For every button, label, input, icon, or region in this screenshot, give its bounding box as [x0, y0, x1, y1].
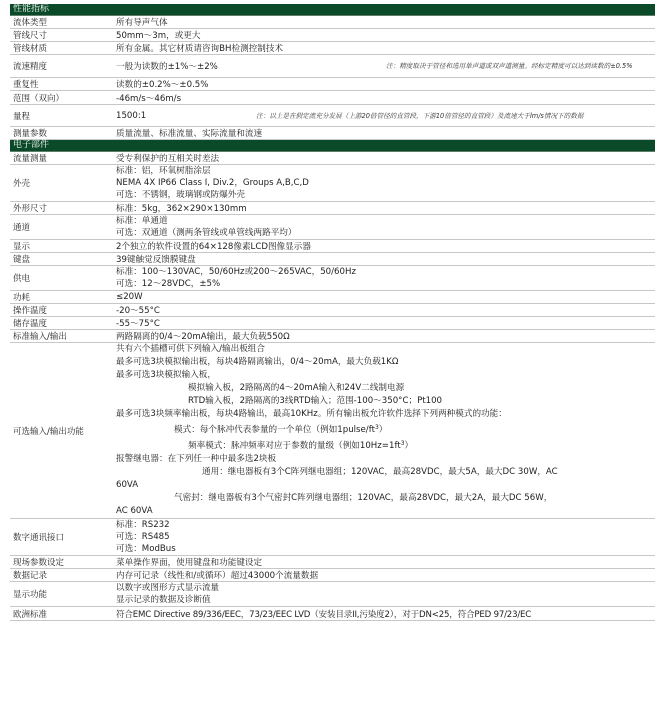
spec-label: 管线尺寸 [10, 29, 112, 42]
spec-label: 操作温度 [10, 304, 112, 317]
spec-row-programming [10, 556, 655, 569]
spec-row-pipe-size [10, 29, 655, 42]
spec-value: 内存可记录（线性和/或循环）超过43000个流量数据 [112, 569, 655, 582]
spec-row-accuracy [10, 55, 655, 78]
spec-value: 39键触觉反馈膜键盘 [112, 253, 655, 266]
spec-label: 标准输入/输出 [10, 330, 112, 343]
spec-value-line: 可选：ModBus [116, 544, 176, 554]
spec-row-enclosure [10, 165, 655, 202]
spec-value-line: 可选：不锈钢，玻璃钢或防爆外壳 [116, 190, 245, 200]
spec-label: 管线材质 [10, 42, 112, 55]
spec-value-line: 标准：铝，环氧树脂涂层 [116, 166, 211, 176]
spec-label: 外形尺寸 [10, 202, 112, 215]
spec-row-range [10, 91, 655, 105]
spec-label: 量程 [10, 105, 112, 127]
spec-row-flow-measurement [10, 152, 655, 165]
spec-value: 符合EMC Directive 89/336/EEC，73/23/EEC LVD（安装目录II,污染度2），对于DN<25，符合PED 97/23/EC [112, 607, 655, 621]
spec-value: -55～75°C [112, 317, 655, 330]
io-relay-sealed: 气密封：继电器板有3个气密封C阵列继电器组；120VAC，最高28VDC，最大2A，最大DC 56W， [174, 493, 553, 503]
spec-note: 注：以上是在假定流充分发展（上游20倍管径的直管段，下游10倍管径的直管段）及流速大于lm/s情况下的数据 [256, 111, 584, 120]
spec-value: 2个独立的软件设置的64×128像素LCD图像显示器 [112, 240, 655, 253]
spec-label: 流速精度 [10, 55, 112, 78]
spec-value: 两路隔离的0/4～20mA输出，最大负载550Ω [112, 330, 655, 343]
spec-label: 通道 [10, 215, 112, 240]
spec-row-parameters [10, 127, 655, 140]
spec-value: -20～55°C [112, 304, 655, 317]
io-analog-input-board: 模拟输入板，2路隔离的4～20mA输入和24V二线制电源 [188, 383, 405, 393]
spec-value: 1500:1 [116, 110, 147, 121]
spec-row-optional-io [10, 343, 655, 519]
spec-label: 欧洲标准 [10, 607, 112, 621]
spec-value-line: 可选：RS485 [116, 532, 170, 542]
spec-label: 键盘 [10, 253, 112, 266]
spec-row-power [10, 266, 655, 291]
spec-row-keypad [10, 253, 655, 266]
spec-label: 流体类型 [10, 16, 112, 29]
io-frequency-output: 最多可选3块频率输出板，每块4路输出，最高10KHz。所有输出板允许软件选择下列两种模式的功能： [116, 409, 507, 419]
spec-value: 菜单操作界面，使用键盘和功能键设定 [112, 556, 655, 569]
spec-note: 注：精度取决于管径和选用单声道或双声道测量。经标定精度可以达到读数的±0.5% [386, 62, 633, 70]
spec-row-rangeability [10, 105, 655, 127]
spec-row-dimensions [10, 202, 655, 215]
spec-value-line: 以数字或图形方式显示流量 [116, 583, 220, 593]
spec-row-operating-temp [10, 304, 655, 317]
io-frequency-mode: 频率模式：脉冲频率对应于参数的量级（例如$10Hz=1ft^3$） [188, 440, 414, 451]
spec-label: 供电 [10, 266, 112, 291]
spec-row-logging [10, 569, 655, 582]
io-analog-input: 最多可选3块模拟输入板， [116, 370, 216, 380]
spec-table [10, 4, 655, 621]
spec-value: 质量流量、标准流量、实际流量和流速 [112, 127, 655, 140]
io-alarm-relay: 报警继电器：在下列任一种中最多选2块板 [116, 454, 277, 464]
spec-row-std-io [10, 330, 655, 343]
io-slots: 共有六个插槽可供下列输入/输出板组合 [116, 344, 265, 354]
io-relay-sealed-cont: AC 60VA [116, 506, 153, 516]
section-header-electronics [10, 140, 655, 152]
spec-label: 现场参数设定 [10, 556, 112, 569]
section-title: 电子部件 [10, 140, 655, 152]
spec-row-display-functions [10, 582, 655, 607]
spec-value-line: 可选：双通道（测两条管线或单管线两路平均） [116, 228, 297, 238]
spec-value-line: 显示记录的数据及诊断值 [116, 595, 211, 605]
spec-label: 外壳 [10, 165, 112, 202]
spec-label: 储存温度 [10, 317, 112, 330]
spec-row-storage-temp [10, 317, 655, 330]
spec-label: 范围（双向） [10, 91, 112, 105]
section-header-performance [10, 4, 655, 16]
io-relay-general-cont: 60VA [116, 480, 139, 490]
spec-value: -46m/s～46m/s [112, 91, 655, 105]
spec-value-line: 标准：单通道 [116, 216, 168, 226]
spec-row-fluid [10, 16, 655, 29]
spec-row-channels [10, 215, 655, 240]
spec-value: ≤20W [112, 291, 655, 304]
spec-label: 重复性 [10, 78, 112, 91]
spec-row-comm [10, 519, 655, 556]
spec-row-european [10, 607, 655, 621]
spec-value: 所有金属。其它材质请咨询BH检测控制技术 [112, 42, 655, 55]
spec-value: 受专利保护的互相关时差法 [112, 152, 655, 165]
spec-row-power-consumption [10, 291, 655, 304]
section-title: 性能指标 [10, 4, 655, 16]
spec-value-line: 标准：RS232 [116, 520, 170, 530]
io-analog-output: 最多可选3块模拟输出板，每块4路隔离输出，0/4～20mA，最大负载1KΩ [116, 357, 399, 367]
io-relay-general: 通用：继电器板有3个C阵列继电器组；120VAC，最高28VDC，最大5A，最大DC 30W，AC [202, 467, 558, 477]
spec-label: 数据记录 [10, 569, 112, 582]
spec-value: 读数的±0.2%～±0.5% [112, 78, 655, 91]
spec-value: 一般为读数的±1%～±2% [116, 62, 218, 72]
spec-value: 标准：5kg，362×290×130mm [112, 202, 655, 215]
spec-label: 显示 [10, 240, 112, 253]
spec-label: 显示功能 [10, 582, 112, 607]
spec-value-line: 标准：100～130VAC，50/60Hz或200～265VAC，50/60Hz [116, 267, 356, 277]
spec-value: 50mm～3m，或更大 [112, 29, 655, 42]
spec-row-repeatability [10, 78, 655, 91]
spec-value-line: NEMA 4X IP66 Class I, Div.2，Groups A,B,C,D [116, 178, 309, 188]
spec-label: 数字通讯接口 [10, 519, 112, 556]
spec-label: 可选输入/输出功能 [10, 343, 112, 519]
spec-value: 所有导声气体 [112, 16, 655, 29]
spec-label: 流量测量 [10, 152, 112, 165]
spec-value-line: 可选：12～28VDC，±5% [116, 279, 221, 289]
spec-row-display [10, 240, 655, 253]
spec-label: 测量参数 [10, 127, 112, 140]
spec-label: 功耗 [10, 291, 112, 304]
spec-row-pipe-material [10, 42, 655, 55]
io-pulse-mode: 模式：每个脉冲代表参量的一个单位（例如$1pulse/ft^3$） [174, 424, 388, 435]
io-rtd-input-board: RTD输入板，2路隔离的3线RTD输入；范围-100～350°C；Pt100 [188, 396, 443, 406]
